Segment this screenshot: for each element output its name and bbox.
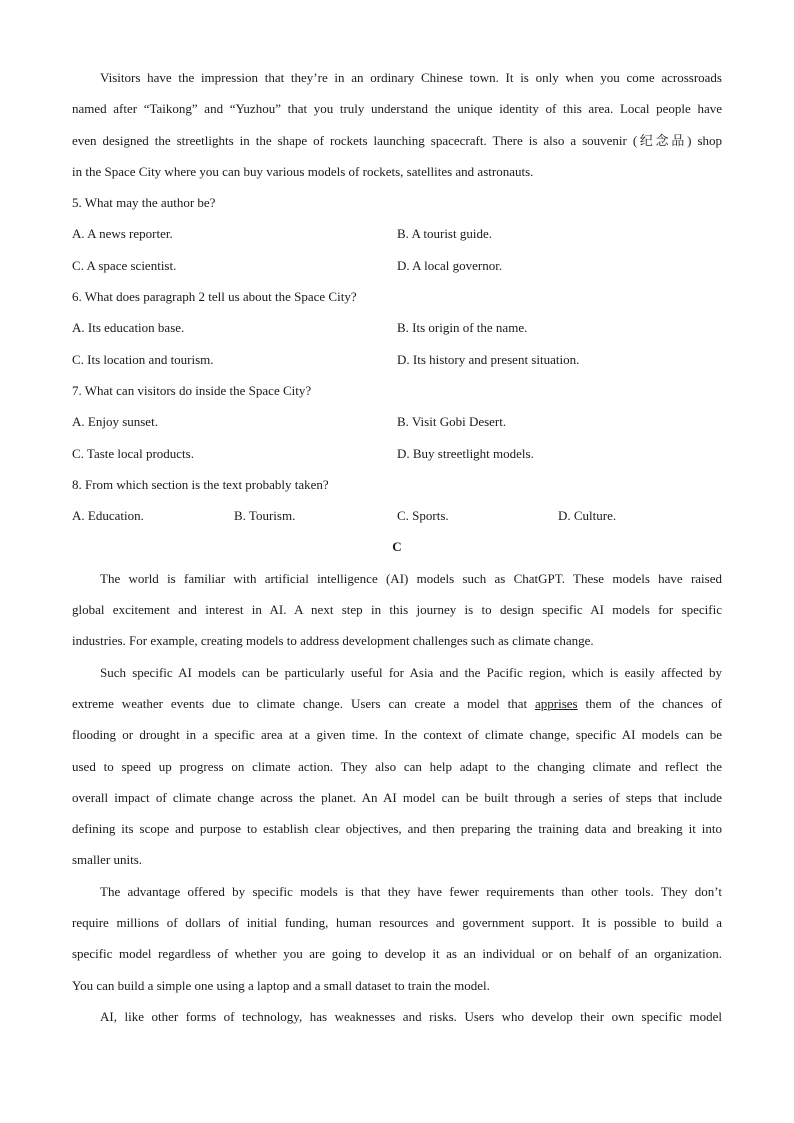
option-a: A. A news reporter. <box>72 226 173 242</box>
paragraph-line: Visitors have the impression that they’re in an ordinary Chinese town. It is only when you come acrossroads <box>100 70 722 85</box>
option-d: D. Buy streetlight models. <box>397 445 534 461</box>
option-b: B. Tourism. <box>234 508 296 524</box>
question-stem: 8. From which section is the text probably taken? <box>72 476 329 492</box>
text-run: them of the chances of <box>577 695 722 711</box>
paragraph-line: The world is familiar with artificial intelligence (AI) models such as ChatGPT. These models have raised <box>100 570 722 586</box>
section-title: C <box>392 539 402 555</box>
paragraph-line: smaller units. <box>72 852 143 868</box>
paragraph-line: You can build a simple one using a laptop and a small dataset to train the model. <box>72 977 490 993</box>
document-page <box>72 62 722 1032</box>
paragraph-line: specific model regardless of whether you are going to develop it as an individual or on behalf of an organization. <box>72 946 722 962</box>
paragraph-line: global excitement and interest in AI. A next step in this journey is to design specific AI models for specific <box>72 602 722 618</box>
paragraph-line: overall impact of climate change across the planet. An AI model can be built through a series of steps that include <box>72 789 722 805</box>
question-stem: 7. What can visitors do inside the Space City? <box>72 382 312 398</box>
option-c: C. A space scientist. <box>72 257 177 273</box>
paragraph-line <box>72 688 722 719</box>
paragraph-line: Such specific AI models can be particularly useful for Asia and the Pacific region, which is easily affected by <box>100 664 722 680</box>
paragraph-line: industries. For example, creating models to address development challenges such as climate change. <box>72 633 594 649</box>
underlined-word: apprises <box>535 695 578 711</box>
option-row <box>72 406 722 437</box>
option-a: A. Its education base. <box>72 320 185 336</box>
option-d: D. Its history and present situation. <box>397 351 580 367</box>
paragraph-line: in the Space City where you can buy various models of rockets, satellites and astronauts. <box>72 163 534 179</box>
option-a: A. Enjoy sunset. <box>72 414 158 430</box>
option-c: C. Its location and tourism. <box>72 351 214 367</box>
text-run: extreme weather events due to climate change. Users can create a model that <box>72 695 536 711</box>
option-row <box>72 500 722 531</box>
option-b: B. A tourist guide. <box>397 226 492 242</box>
option-b: B. Its origin of the name. <box>397 320 528 336</box>
question-stem: 5. What may the author be? <box>72 195 216 211</box>
option-d: D. Culture. <box>558 508 617 524</box>
option-row <box>72 218 722 249</box>
question-stem: 6. What does paragraph 2 tell us about the Space City? <box>72 289 357 305</box>
option-c: C. Taste local products. <box>72 445 194 461</box>
paragraph-line: defining its scope and purpose to establish clear objectives, and then preparing the training data and breaking it into <box>72 821 722 837</box>
paragraph-line: even designed the streetlights in the shape of rockets launching spacecraft. There is also a souvenir (纪念品) shop <box>72 132 722 148</box>
paragraph-line: require millions of dollars of initial funding, human resources and government support. It is possible to build a <box>72 915 722 931</box>
option-row <box>72 250 722 281</box>
paragraph-line: named after “Taikong” and “Yuzhou” that you truly understand the unique identity of this area. Local people have <box>72 101 722 117</box>
option-b: B. Visit Gobi Desert. <box>397 414 507 430</box>
paragraph-line: AI, like other forms of technology, has weaknesses and risks. Users who develop their own specific model <box>100 1008 722 1024</box>
option-a: A. Education. <box>72 508 144 524</box>
option-row <box>72 438 722 469</box>
option-row <box>72 312 722 343</box>
option-d: D. A local governor. <box>397 257 503 273</box>
paragraph-line: The advantage offered by specific models is that they have fewer requirements than other tools. They don’t <box>100 883 722 899</box>
paragraph-line: used to speed up progress on climate action. They also can help adapt to the changing climate and reflect the <box>72 758 722 774</box>
paragraph-line: flooding or drought in a specific area at a given time. In the context of climate change, specific AI models can be <box>72 727 722 743</box>
option-c: C. Sports. <box>397 508 449 524</box>
option-row <box>72 344 722 375</box>
